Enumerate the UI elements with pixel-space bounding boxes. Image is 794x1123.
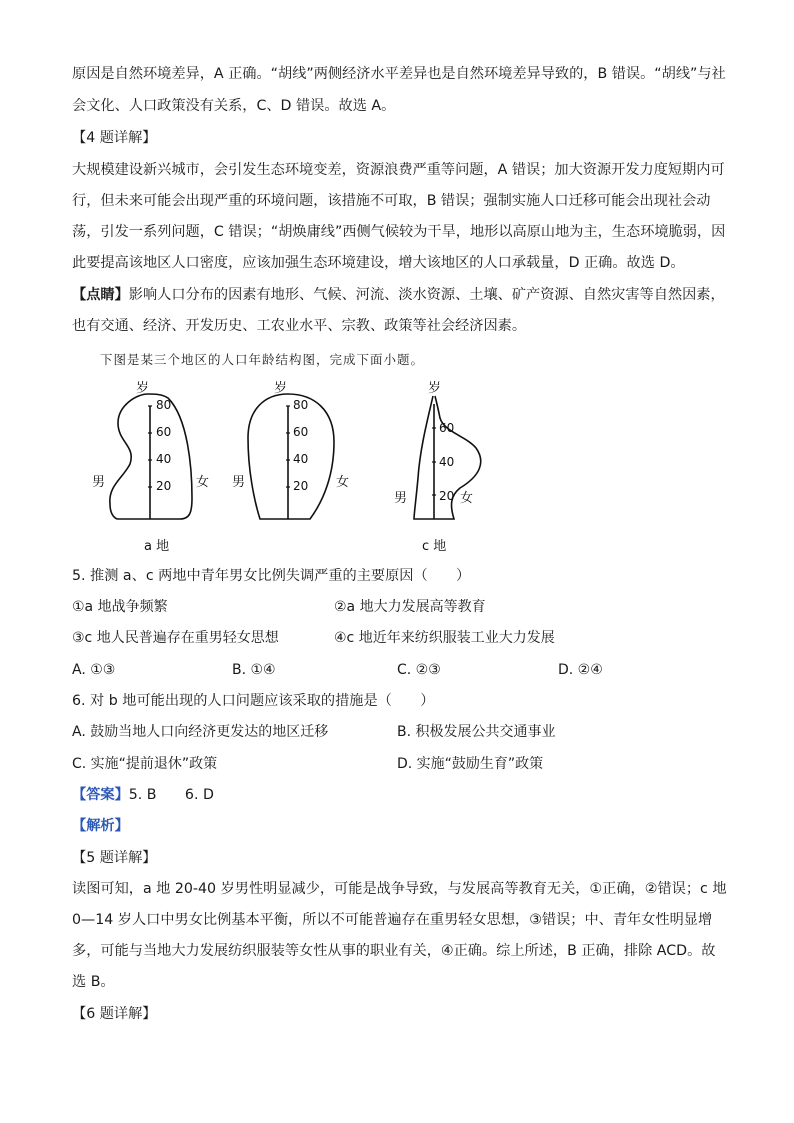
text-line: 选 B。 [72, 974, 115, 990]
tick-label: 60 [156, 425, 172, 439]
answer-tag: 【答案】 [72, 787, 129, 803]
text-line: 读图可知，a 地 20-40 岁男性明显减少，可能是战争导致，与发展高等教育无关，①正确，②错误；c 地 [72, 881, 727, 897]
pyramid-c-label: c 地 [422, 539, 447, 554]
female-label: 女 [460, 491, 474, 506]
tick-label: 60 [439, 421, 455, 435]
text-line: 大规模建设新兴城市，会引发生态环境变差，资源浪费严重等问题，A 错误；加大资源开发力度短期内可 [72, 162, 725, 178]
text-line: 行，但未来可能会出现严重的环境问题，该措施不可取，B 错误；强制实施人口迁移可能会出现社会动 [72, 193, 711, 209]
tick-label: 60 [293, 425, 309, 439]
text-line: 会文化、人口政策没有关系，C、D 错误。故选 A。 [72, 98, 396, 114]
q6-option-b: B. 积极发展公共交通事业 [397, 724, 556, 740]
tick-label: 40 [439, 455, 455, 469]
pyramid-c [394, 380, 481, 554]
q5-statement-4: ④c 地近年来纺织服装工业大力发展 [334, 630, 555, 646]
q5-statement-3: ③c 地人民普遍存在重男轻女思想 [72, 630, 279, 646]
tick-label: 80 [293, 398, 309, 412]
q5-statement-2: ②a 地大力发展高等教育 [334, 599, 486, 615]
unit-label: 岁 [136, 381, 150, 396]
text-line: 0—14 岁人口中男女比例基本平衡，所以不可能普遍存在重男轻女思想，③错误；中、青年女性明显增 [72, 912, 713, 928]
unit-label: 岁 [274, 381, 288, 396]
pyramid-a-label: a 地 [144, 539, 170, 554]
pyramid-c-male-outline [414, 396, 434, 519]
answer-text: 5. B 6. D [128, 787, 214, 803]
tick-label: 20 [439, 489, 455, 503]
population-pyramid-figure [88, 378, 508, 562]
unit-label: 岁 [428, 381, 442, 396]
tip-paragraph [72, 285, 725, 305]
q6-option-d: D. 实施“鼓励生育”政策 [397, 756, 544, 772]
answer-line [72, 785, 214, 805]
male-label: 男 [394, 491, 408, 506]
question-6-stem: 6. 对 b 地可能出现的人口问题应该采取的措施是（ ） [72, 693, 435, 709]
q5-option-a: A. ①③ [72, 662, 116, 678]
pyramid-b-outline [248, 394, 334, 519]
pyramid-b [232, 380, 349, 519]
section-heading-4: 【4 题详解】 [72, 130, 157, 146]
female-label: 女 [336, 475, 350, 490]
tick-label: 80 [156, 398, 172, 412]
q6-option-a: A. 鼓励当地人口向经济更发达的地区迁移 [72, 724, 329, 740]
q5-option-b: B. ①④ [232, 662, 276, 678]
female-label: 女 [196, 475, 210, 490]
population-pyramids [88, 378, 508, 558]
tick-label: 20 [156, 479, 172, 493]
section-heading-5: 【5 题详解】 [72, 850, 157, 866]
q5-option-c: C. ②③ [397, 662, 441, 678]
tick-label: 40 [293, 452, 309, 466]
text-line: 荡，引发一系列问题，C 错误；“胡焕庸线”西侧气候较为干旱，地形以高原山地为主，生态环境脆弱，因 [72, 224, 726, 240]
q6-option-c: C. 实施“提前退休”政策 [72, 756, 218, 772]
q5-statement-1: ①a 地战争频繁 [72, 599, 168, 615]
pyramid-a-outline [110, 394, 192, 519]
tick-label: 20 [293, 479, 309, 493]
male-label: 男 [92, 475, 106, 490]
tip-tag: 【点睛】 [72, 287, 129, 303]
tip-text: 影响人口分布的因素有地形、气候、河流、淡水资源、土壤、矿产资源、自然灾害等自然因素， [128, 287, 725, 303]
text-line: 多，可能与当地大力发展纺织服装等女性从事的职业有关，④正确。综上所述，B 正确，排除 ACD。故 [72, 943, 716, 959]
question-5-stem: 5. 推测 a、c 两地中青年男女比例失调严重的主要原因（ ） [72, 568, 471, 584]
text-line: 此要提高该地区人口密度，应该加强生态环境建设，增大该地区的人口承载量，D 正确。故选 D。 [72, 255, 685, 271]
pyramid-a [92, 380, 209, 554]
text-line: 原因是自然环境差异，A 正确。“胡线”两侧经济水平差异也是自然环境差异导致的，B 错误。“胡线”与社 [72, 66, 726, 82]
tick-label: 40 [156, 452, 172, 466]
section-heading-6: 【6 题详解】 [72, 1006, 157, 1022]
figure-caption: 下图是某三个地区的人口年龄结构图，完成下面小题。 [100, 352, 425, 367]
q5-option-d: D. ②④ [558, 662, 603, 678]
analysis-tag: 【解析】 [72, 818, 129, 834]
male-label: 男 [232, 475, 246, 490]
text-line: 也有交通、经济、开发历史、工农业水平、宗教、政策等社会经济因素。 [72, 318, 527, 334]
